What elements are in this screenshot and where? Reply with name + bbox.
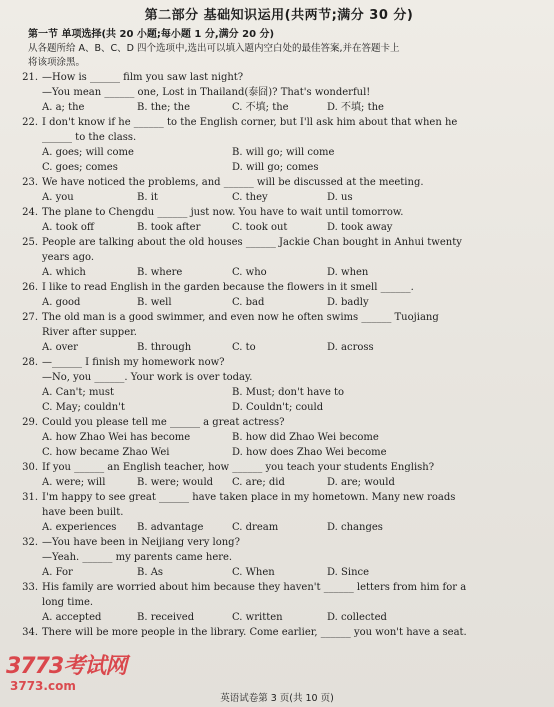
question-item bbox=[18, 415, 540, 460]
answer-option: A. goes; will come bbox=[42, 147, 134, 158]
options-row bbox=[18, 340, 540, 355]
question-stem: I'm happy to see great ______ have taken place in my hometown. Many new roads bbox=[42, 492, 456, 503]
question-line bbox=[18, 415, 540, 430]
answer-option: D. will go; comes bbox=[232, 162, 319, 173]
question-item bbox=[18, 310, 540, 355]
answer-option: B. will go; will come bbox=[232, 147, 335, 158]
question-stem: The old man is a good swimmer, and even now he often swims ______ Tuojiang bbox=[42, 312, 439, 323]
question-number: 29. bbox=[22, 417, 38, 428]
answer-option: D. Couldn't; could bbox=[232, 402, 324, 413]
question-continuation: —No, you ______. Your work is over today. bbox=[42, 372, 253, 383]
answer-option: C. When bbox=[232, 567, 275, 578]
answer-option: C. are; did bbox=[232, 477, 285, 488]
options-row bbox=[18, 400, 540, 415]
answer-option: A. over bbox=[42, 342, 78, 353]
answer-option: D. across bbox=[327, 342, 374, 353]
question-line bbox=[18, 235, 540, 250]
answer-option: A. which bbox=[42, 267, 86, 278]
answer-option: C. took out bbox=[232, 222, 288, 233]
question-stem: We have noticed the problems, and ______ will be discussed at the meeting. bbox=[42, 177, 424, 188]
question-number: 33. bbox=[22, 582, 38, 593]
question-line bbox=[18, 580, 540, 595]
question-stem: There will be more people in the library. Come earlier, ______ you won't have a seat. bbox=[42, 627, 467, 638]
question-line bbox=[18, 535, 540, 550]
question-item bbox=[18, 280, 540, 310]
question-number: 28. bbox=[22, 357, 38, 368]
answer-option: B. the; the bbox=[137, 102, 191, 113]
question-line bbox=[18, 310, 540, 325]
answer-option: C. bad bbox=[232, 297, 265, 308]
answer-option: A. Can't; must bbox=[42, 387, 115, 398]
question-stem: —How is ______ film you saw last night? bbox=[42, 72, 244, 83]
question-number: 21. bbox=[22, 72, 38, 83]
answer-option: C. written bbox=[232, 612, 283, 623]
question-line bbox=[18, 115, 540, 130]
options-row bbox=[18, 160, 540, 175]
question-item bbox=[18, 205, 540, 235]
question-number: 27. bbox=[22, 312, 38, 323]
question-continuation: River after supper. bbox=[42, 327, 137, 338]
options-row bbox=[18, 520, 540, 535]
options-row bbox=[18, 385, 540, 400]
answer-option: D. are; would bbox=[327, 477, 395, 488]
options-row bbox=[18, 190, 540, 205]
question-stem: Could you please tell me ______ a great actress? bbox=[42, 417, 285, 428]
question-stem: His family are worried about him because they haven't ______ letters from him for a bbox=[42, 582, 467, 593]
page-footer: 英语试卷第 3 页(共 10 页) bbox=[220, 693, 334, 704]
question-item bbox=[18, 175, 540, 205]
answer-option: B. through bbox=[137, 342, 192, 353]
answer-option: C. they bbox=[232, 192, 268, 203]
instruction-line: 将该项涂黑。 bbox=[28, 57, 86, 68]
answer-option: D. Since bbox=[327, 567, 370, 578]
answer-option: B. took after bbox=[137, 222, 201, 233]
question-item bbox=[18, 70, 540, 115]
answer-option: A. took off bbox=[42, 222, 95, 233]
question-number: 25. bbox=[22, 237, 38, 248]
answer-option: D. us bbox=[327, 192, 353, 203]
options-row bbox=[18, 610, 540, 625]
answer-option: D. took away bbox=[327, 222, 393, 233]
answer-option: B. well bbox=[137, 297, 172, 308]
options-row bbox=[18, 265, 540, 280]
answer-option: D. how does Zhao Wei become bbox=[232, 447, 387, 458]
answer-option: C. dream bbox=[232, 522, 279, 533]
answer-option: A. For bbox=[42, 567, 73, 578]
answer-option: C. to bbox=[232, 342, 256, 353]
answer-option: D. 不填; the bbox=[327, 102, 384, 113]
question-continuation: —You mean ______ one, Lost in Thailand(泰囧)? That's wonderful! bbox=[42, 87, 371, 98]
watermark-url: 3773.com bbox=[10, 679, 76, 693]
answer-option: C. May; couldn't bbox=[42, 402, 125, 413]
answer-option: B. were; would bbox=[137, 477, 214, 488]
question-continuation: ______ to the class. bbox=[42, 132, 137, 143]
answer-option: C. goes; comes bbox=[42, 162, 118, 173]
options-row bbox=[18, 565, 540, 580]
answer-option: C. how became Zhao Wei bbox=[42, 447, 170, 458]
question-item bbox=[18, 355, 540, 415]
question-line bbox=[18, 460, 540, 475]
answer-option: C. 不填; the bbox=[232, 102, 289, 113]
answer-option: B. advantage bbox=[137, 522, 204, 533]
question-item bbox=[18, 580, 540, 625]
answer-option: B. As bbox=[137, 567, 164, 578]
instruction-line: 从各题所给 A、B、C、D 四个选项中,选出可以填入题内空白处的最佳答案,并在答题卡上 bbox=[28, 43, 400, 54]
question-line bbox=[18, 625, 540, 640]
question-stem: —______ I finish my homework now? bbox=[42, 357, 225, 368]
question-number: 31. bbox=[22, 492, 38, 503]
answer-option: A. how Zhao Wei has become bbox=[42, 432, 191, 443]
answer-option: D. changes bbox=[327, 522, 383, 533]
question-item bbox=[18, 115, 540, 175]
section-heading: 第一节 单项选择(共 20 小题;每小题 1 分,满分 20 分) bbox=[28, 29, 275, 40]
question-item bbox=[18, 460, 540, 490]
question-stem: I like to read English in the garden because the flowers in it smell ______. bbox=[42, 282, 414, 293]
question-line bbox=[18, 70, 540, 85]
question-continuation: have been built. bbox=[42, 507, 124, 518]
answer-option: D. when bbox=[327, 267, 369, 278]
question-stem: I don't know if he ______ to the English corner, but I'll ask him about that when he bbox=[42, 117, 458, 128]
question-continuation: long time. bbox=[42, 597, 94, 608]
answer-option: B. how did Zhao Wei become bbox=[232, 432, 379, 443]
question-line bbox=[18, 355, 540, 370]
question-item bbox=[18, 235, 540, 280]
question-stem: If you ______ an English teacher, how ______ you teach your students English? bbox=[42, 462, 435, 473]
question-item bbox=[18, 490, 540, 535]
options-row bbox=[18, 445, 540, 460]
question-continuation: years ago. bbox=[42, 252, 95, 263]
question-number: 26. bbox=[22, 282, 38, 293]
answer-option: B. where bbox=[137, 267, 183, 278]
answer-option: A. were; will bbox=[42, 477, 106, 488]
question-stem: —You have been in Neijiang very long? bbox=[42, 537, 240, 548]
question-line bbox=[18, 280, 540, 295]
question-list bbox=[18, 70, 540, 640]
question-line bbox=[18, 175, 540, 190]
options-row bbox=[18, 430, 540, 445]
answer-option: A. a; the bbox=[42, 102, 85, 113]
options-row bbox=[18, 145, 540, 160]
options-row bbox=[18, 295, 540, 310]
question-number: 34. bbox=[22, 627, 38, 638]
options-row bbox=[18, 100, 540, 115]
answer-option: B. received bbox=[137, 612, 195, 623]
answer-option: D. badly bbox=[327, 297, 369, 308]
question-number: 23. bbox=[22, 177, 38, 188]
question-stem: The plane to Chengdu ______ just now. You have to wait until tomorrow. bbox=[42, 207, 404, 218]
question-item bbox=[18, 535, 540, 580]
question-number: 22. bbox=[22, 117, 38, 128]
answer-option: A. good bbox=[42, 297, 81, 308]
answer-option: A. you bbox=[42, 192, 74, 203]
question-number: 30. bbox=[22, 462, 38, 473]
answer-option: C. who bbox=[232, 267, 267, 278]
part-title: 第二部分 基础知识运用(共两节;满分 30 分) bbox=[144, 8, 414, 23]
question-stem: People are talking about the old houses ______ Jackie Chan bought in Anhui twenty bbox=[42, 237, 462, 248]
question-line bbox=[18, 490, 540, 505]
answer-option: B. it bbox=[137, 192, 158, 203]
watermark-text: 3773考试网 bbox=[6, 654, 127, 679]
question-number: 32. bbox=[22, 537, 38, 548]
question-item bbox=[18, 625, 540, 640]
answer-option: B. Must; don't have to bbox=[232, 387, 345, 398]
question-continuation: —Yeah. ______ my parents came here. bbox=[42, 552, 233, 563]
options-row bbox=[18, 220, 540, 235]
question-number: 24. bbox=[22, 207, 38, 218]
answer-option: D. collected bbox=[327, 612, 387, 623]
question-line bbox=[18, 205, 540, 220]
answer-option: A. accepted bbox=[42, 612, 102, 623]
answer-option: A. experiences bbox=[42, 522, 117, 533]
options-row bbox=[18, 475, 540, 490]
